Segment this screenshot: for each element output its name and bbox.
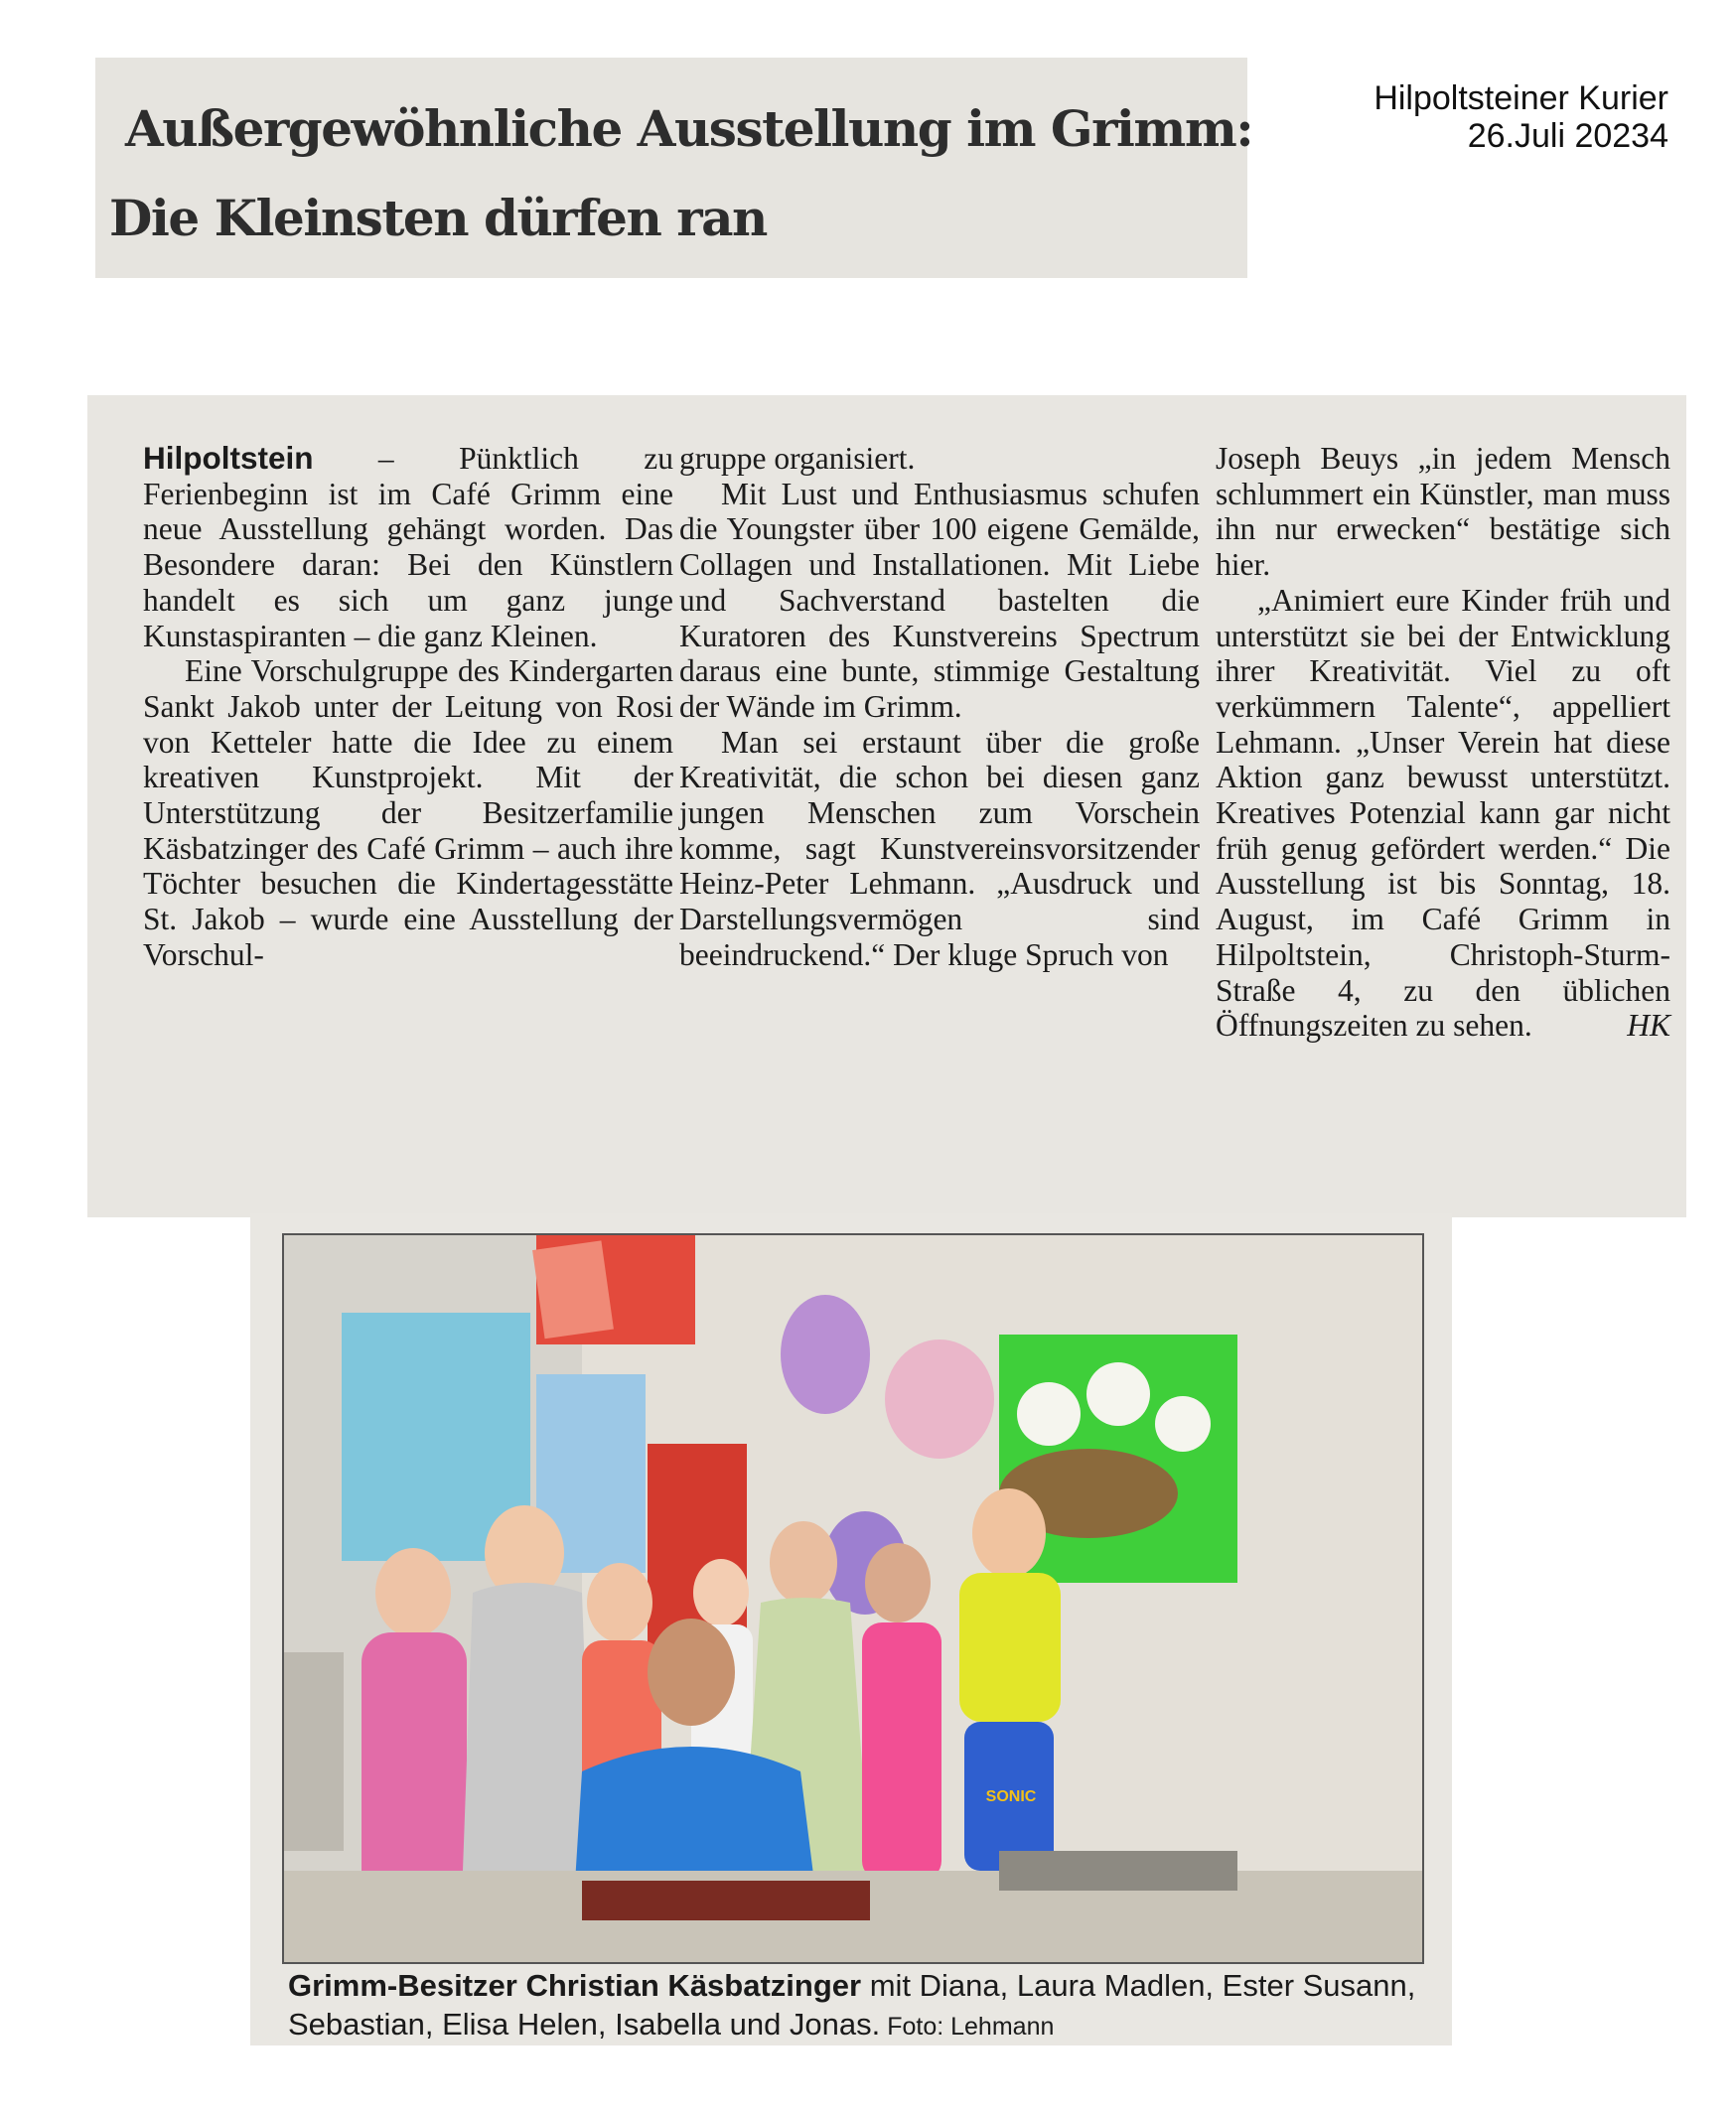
- article-paragraph: Mit Lust und Enthusiasmus schufen die Youngster über 100 eigene Gemälde, Collagen und Installationen. Mit Liebe und Sachverstand bastelten die Kuratoren des Kunstvereins Spectrum daraus eine bunte, stimmige Gestaltung der Wände im Grimm.: [679, 476, 1200, 724]
- headline-line-2: Die Kleinsten dürfen ran: [109, 189, 767, 247]
- dateline: Hilpoltstein: [143, 440, 314, 476]
- balloon-art: [781, 1295, 870, 1414]
- article-paragraph: gruppe organisiert.: [679, 441, 916, 476]
- paragraph-text: „Animiert eure Kinder früh und unterstützt sie bei der Entwicklung ihrer Kreativität. Viel zu oft verkümmern Talente“, appelliert Lehmann. „Unser Verein hat diese Aktion ganz bewusst unterstützt. Kreatives Potenzial kann gar nicht früh genug gefördert werden.“ Die Ausstellung ist bis Sonntag, 18. August, im Café Grimm in Hilpoltstein, Christoph-Sturm-Straße 4, zu den üblichen Öffnungszeiten zu sehen.: [1216, 582, 1670, 1044]
- article-column-2: [679, 441, 1200, 973]
- article-column-3: [1216, 441, 1670, 1044]
- publication-name: Hilpoltsteiner Kurier: [1374, 79, 1668, 117]
- group-photo: [282, 1233, 1424, 1964]
- photo-caption: [288, 1966, 1440, 2046]
- flower-art: [885, 1340, 994, 1459]
- paragraph-text: – Pünktlich zu Ferienbeginn ist im Café Grimm eine neue Ausstellung gehängt worden. Das Besondere daran: Bei den Künstlern handelt es sich um ganz junge Kunstaspiranten – die ganz Kleinen.: [143, 441, 673, 653]
- article-paragraph: Man sei erstaunt über die große Kreativität, die schon bei diesen ganz jungen Menschen zum Vorschein komme, sagt Kunstvereinsvorsitzender Heinz-Peter Lehmann. „Ausdruck und Darstellungsvermögen sind beeindruckend.“ Der kluge Spruch von: [679, 724, 1200, 972]
- headline-line-1: Außergewöhnliche Ausstellung im Grimm:: [125, 99, 1253, 158]
- article-paragraph: Joseph Beuys „in jedem Mensch schlummert ein Künstler, man muss ihn nur erwecken“ bestätige sich hier.: [1216, 441, 1670, 583]
- photo-illustration: [284, 1235, 1422, 1962]
- photo-card: [250, 1213, 1452, 2045]
- headline-block: [95, 58, 1253, 278]
- publication-date: 26.Juli 20234: [1467, 117, 1668, 155]
- shirt-print: SONIC: [985, 1788, 1037, 1805]
- article-paragraph: [143, 441, 673, 653]
- photo-credit: Foto: Lehmann: [880, 2013, 1055, 2041]
- author-signature: HK: [1627, 1008, 1670, 1044]
- article-column-1: [143, 441, 673, 973]
- caption-lead: Grimm-Besitzer Christian Käsbatzinger: [288, 1968, 862, 2003]
- caption-text: mit Diana, Laura Madlen, Ester Susann, Sebastian, Elisa Helen, Isabella und Jonas.: [288, 1968, 1416, 2042]
- article-paragraph: [1216, 583, 1670, 1044]
- article-body: [87, 395, 1686, 1217]
- article-paragraph: Eine Vorschulgruppe des Kindergarten Sankt Jakob unter der Leitung von Rosi von Ketteler hatte die Idee zu einem kreativen Kunstprojekt. Mit der Unterstützung der Besitzerfamilie Käsbatzinger des Café Grimm – auch ihre Töchter besuchen die Kindertagesstätte St. Jakob – wurde eine Ausstellung der Vorschul-: [143, 653, 673, 972]
